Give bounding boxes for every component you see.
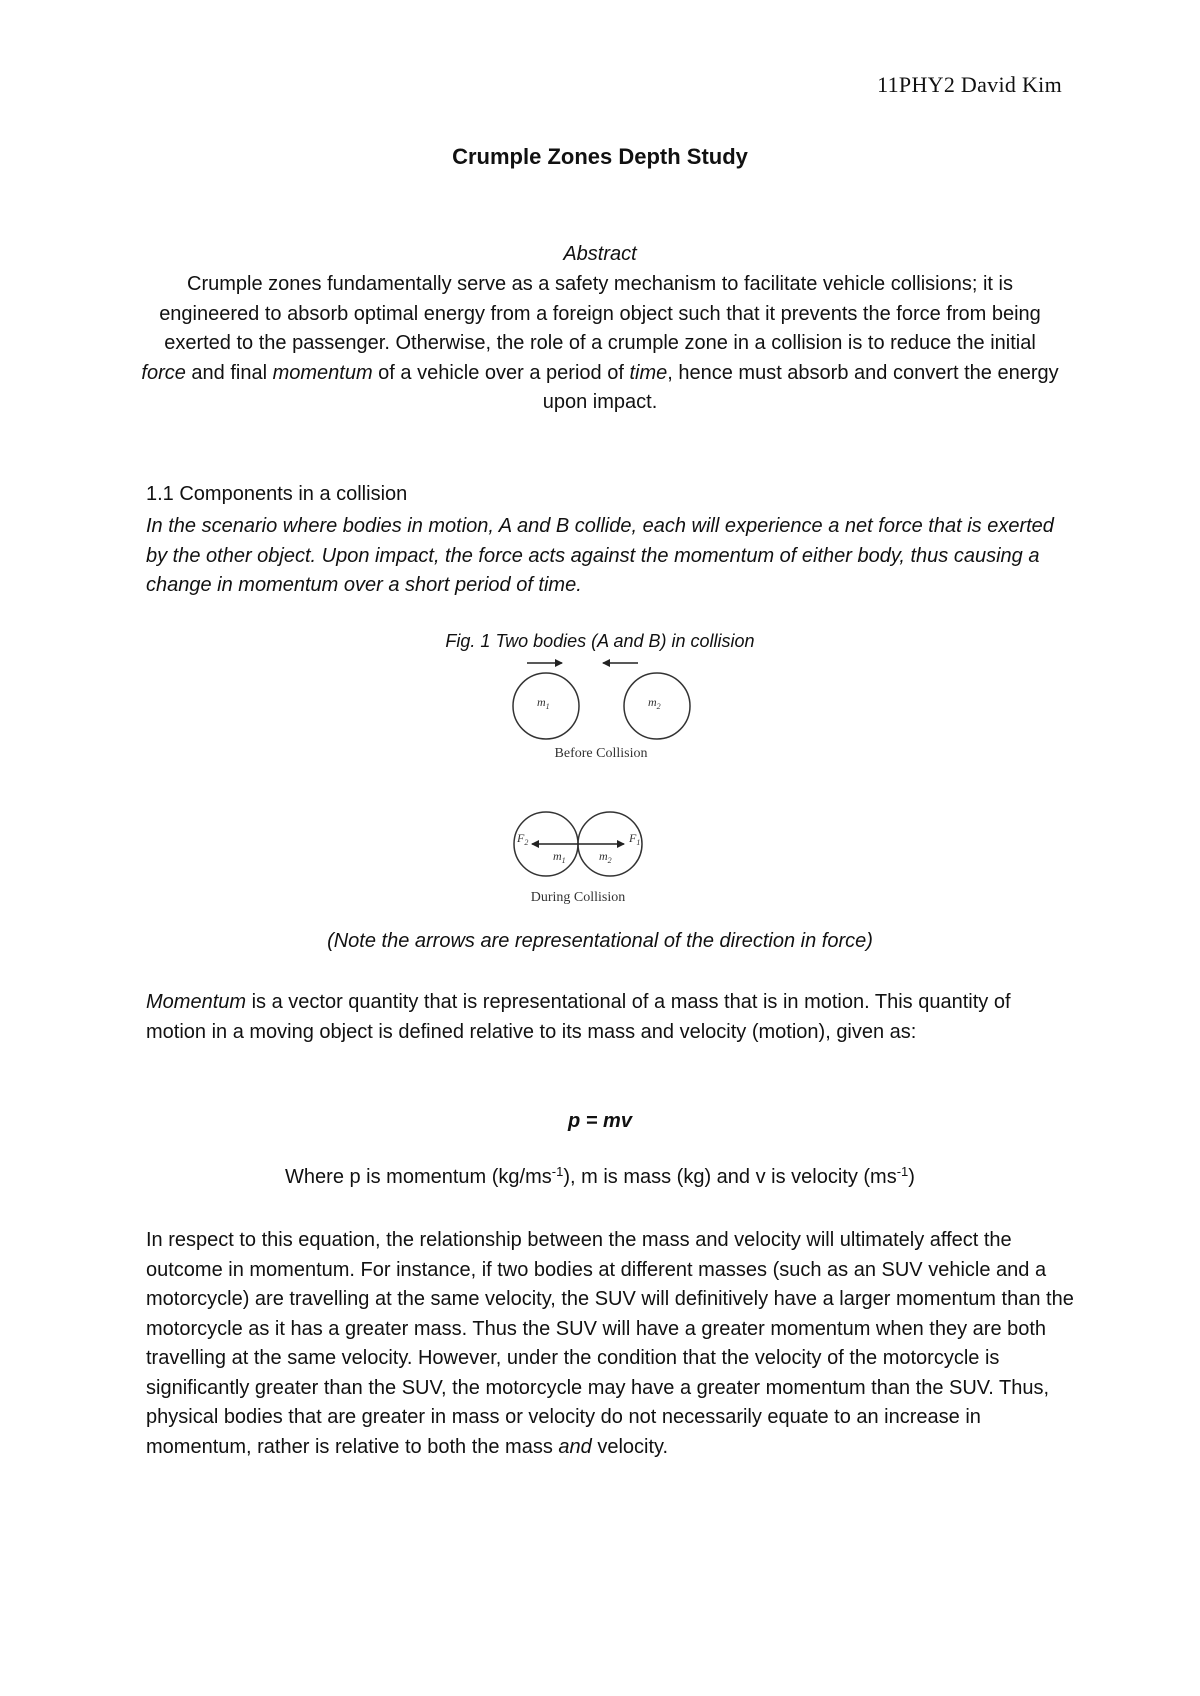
collision-figure [490, 650, 710, 920]
abstract-emphasis-momentum: momentum [272, 361, 373, 384]
mass-label-b: $m_2$ [648, 695, 661, 711]
abstract-heading: Abstract [563, 243, 637, 265]
abstract-text: , hence must absorb and convert the energy upon impact. [542, 361, 1059, 413]
abstract-body [140, 270, 1060, 418]
abstract-text: and final [185, 361, 273, 384]
label-before-collision: Before Collision [554, 746, 648, 761]
figure-caption: Fig. 1 Two bodies (A and B) in collision [445, 631, 755, 651]
section-intro: In the scenario where bodies in motion, A and B collide, each will experience a net force that is exerted by the other object. Upon impact, the force acts against the momentum of either body, thus causing a change in momentum over a short period of time. [146, 515, 1054, 596]
document-title: Crumple Zones Depth Study [452, 144, 748, 169]
label-during-collision: During Collision [530, 890, 626, 905]
momentum-equation: p = mv [568, 1110, 632, 1132]
abstract-emphasis-force: force [141, 361, 186, 384]
author-line: 11PHY2 David Kim [877, 72, 1062, 97]
body-paragraph [146, 1226, 1076, 1462]
paragraph-text: In respect to this equation, the relationship between the mass and velocity will ultimately affect the outcome in momentum. For instance, if two bodies at different masses (such as an SUV vehicle and a motorcycle) are travelling at the same velocity, the SUV will definitively have a larger momentum than the motorcycle as it has a greater mass. Thus the SUV will have a greater momentum when they are both travelling at the same velocity. However, under the condition that the velocity of the motorcycle is significantly greater than the SUV, the motorcycle may have a greater momentum than the SUV. Thus, physical bodies that are greater in mass or velocity do not necessarily equate to an increase in momentum, rather is relative to both the mass [146, 1229, 1074, 1458]
momentum-term: Momentum [146, 991, 247, 1013]
mass-label-a: $m_1$ [537, 695, 550, 711]
momentum-definition-text: is a vector quantity that is representational of a mass that is in motion. This quantity of motion in a moving object is defined relative to its mass and velocity (motion), given as: [146, 991, 1011, 1043]
abstract-text: of a vehicle over a period of [372, 361, 630, 384]
section-heading: 1.1 Components in a collision [146, 483, 408, 505]
mass-label-a-during: $m_1$ [553, 849, 566, 865]
momentum-definition [146, 988, 1076, 1047]
equation-units: Where p is momentum $(kg/ms^{-1})$, m is mass (kg) and v is velocity $(ms^{-1})$ [285, 1164, 915, 1188]
figure-note: (Note the arrows are representational of the direction in force) [327, 930, 873, 952]
paragraph-text: velocity. [591, 1435, 669, 1458]
mass-label-b-during: $m_2$ [599, 849, 612, 865]
force-label-1: $F_1$ [629, 831, 641, 847]
abstract-text: Crumple zones fundamentally serve as a safety mechanism to facilitate vehicle collisions; it is engineered to absorb optimal energy from a foreign object such that it prevents the force from being exerted to the passenger. Otherwise, the role of a crumple zone in a collision is to reduce the initial [159, 273, 1041, 354]
paragraph-emphasis-and: and [558, 1435, 592, 1458]
force-label-2: $F_2$ [517, 831, 529, 847]
abstract-emphasis-time: time [629, 361, 668, 384]
